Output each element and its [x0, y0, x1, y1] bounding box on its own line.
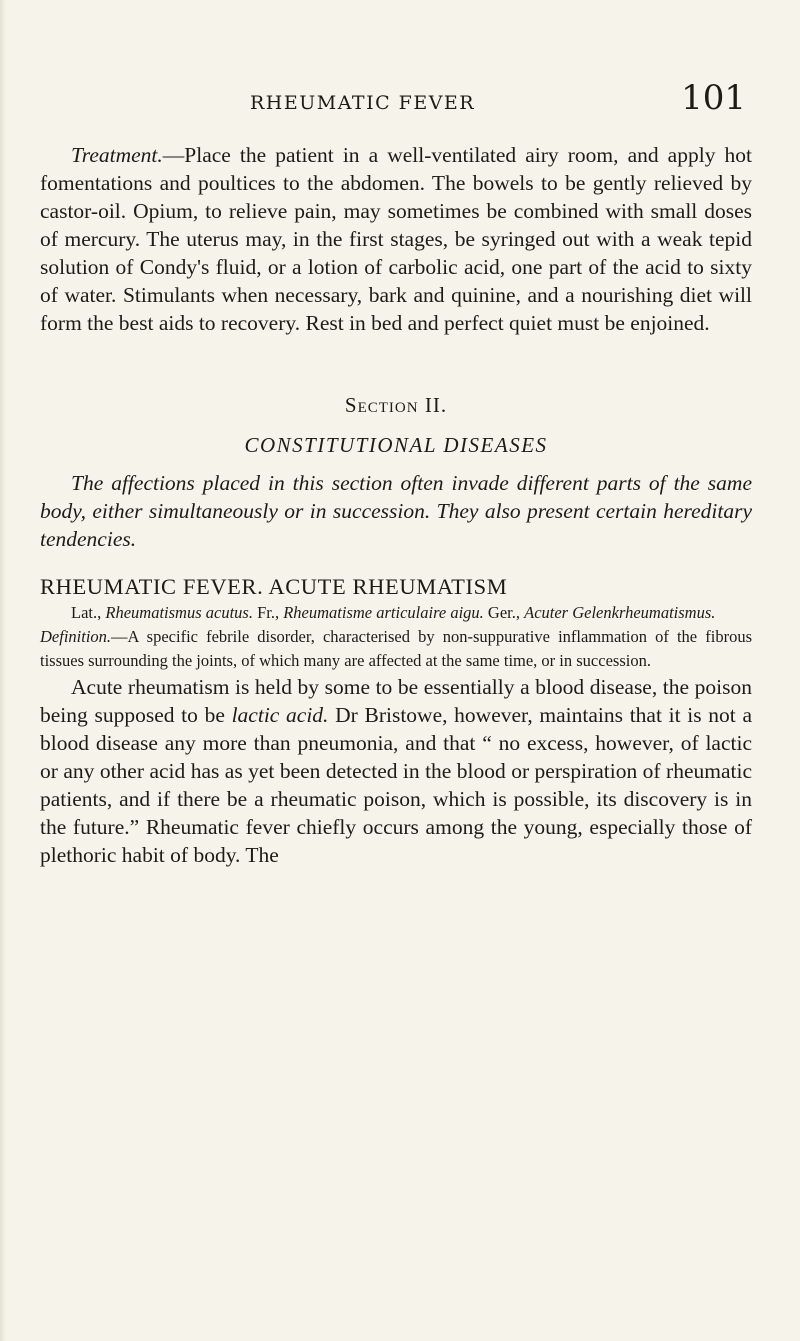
main-paragraph [40, 673, 752, 869]
section-title: CONSTITUTIONAL DISEASES [244, 433, 548, 457]
definition-text: —A specific febrile disorder, characterised by non-suppurative inflammation of the fibrous tissues surrounding the joints, of which many are affected at the same time, or in succession. [40, 627, 752, 670]
definition [40, 625, 752, 673]
synonym-lang-french: Fr., [257, 603, 280, 622]
section-intro: The affections placed in this section often invade different parts of the same body, either simultaneously or in succession. They also present certain hereditary tendencies. [40, 471, 752, 551]
main-paragraph-rest: Dr Bristowe, however, maintains that it is not a blood disease any more than pneumonia, and that “ no excess, however, of lactic or any other acid has as yet been detected in the blood or perspiration of rheumatic patients, and if there be a rheumatic poison, which is possible, its discovery is in the future.” Rheumatic fever chiefly occurs among the young, especially those of plethoric habit of body. The [40, 703, 752, 867]
running-title: RHEUMATIC FEVER [250, 92, 476, 114]
page-edge-shadow [0, 0, 6, 1341]
treatment-paragraph [40, 141, 752, 337]
main-paragraph-italic: lactic acid. [231, 703, 329, 727]
treatment-label: Treatment. [71, 143, 163, 167]
synonym-lang-latin: Lat., [71, 603, 102, 622]
synonyms [40, 601, 752, 625]
page-number: 101 [681, 78, 746, 118]
book-page [40, 0, 752, 1341]
synonym-lang-german: Ger., [487, 603, 520, 622]
definition-label: Definition. [40, 627, 112, 646]
synonym-term-latin: Rheumatismus acutus. [105, 603, 253, 622]
synonym-term-french: Rheumatisme articulaire aigu. [283, 603, 484, 622]
section-label: Section II. [344, 393, 448, 417]
body-text [40, 141, 752, 869]
main-paragraph-start: Acute rheumatism is held by some to be essentially a blood disease, the poison being supposed to be [40, 675, 752, 727]
article-title: RHEUMATIC FEVER. ACUTE RHEUMATISM [40, 574, 508, 599]
synonym-term-german: Acuter Gelenkrheumatismus. [524, 603, 716, 622]
running-head [40, 78, 752, 126]
treatment-text: —Place the patient in a well-ventilated airy room, and apply hot fomentations and poultices to the abdomen. The bowels to be gently relieved by castor-oil. Opium, to relieve pain, may sometimes be combined with small doses of mercury. The uterus may, in the first stages, be syringed out with a weak tepid solution of Condy's fluid, or a lotion of carbolic acid, one part of the acid to sixty of water. Stimulants when necessary, bark and quinine, and a nourishing diet will form the best aids to recovery. Rest in bed and perfect quiet must be enjoined. [40, 143, 752, 335]
